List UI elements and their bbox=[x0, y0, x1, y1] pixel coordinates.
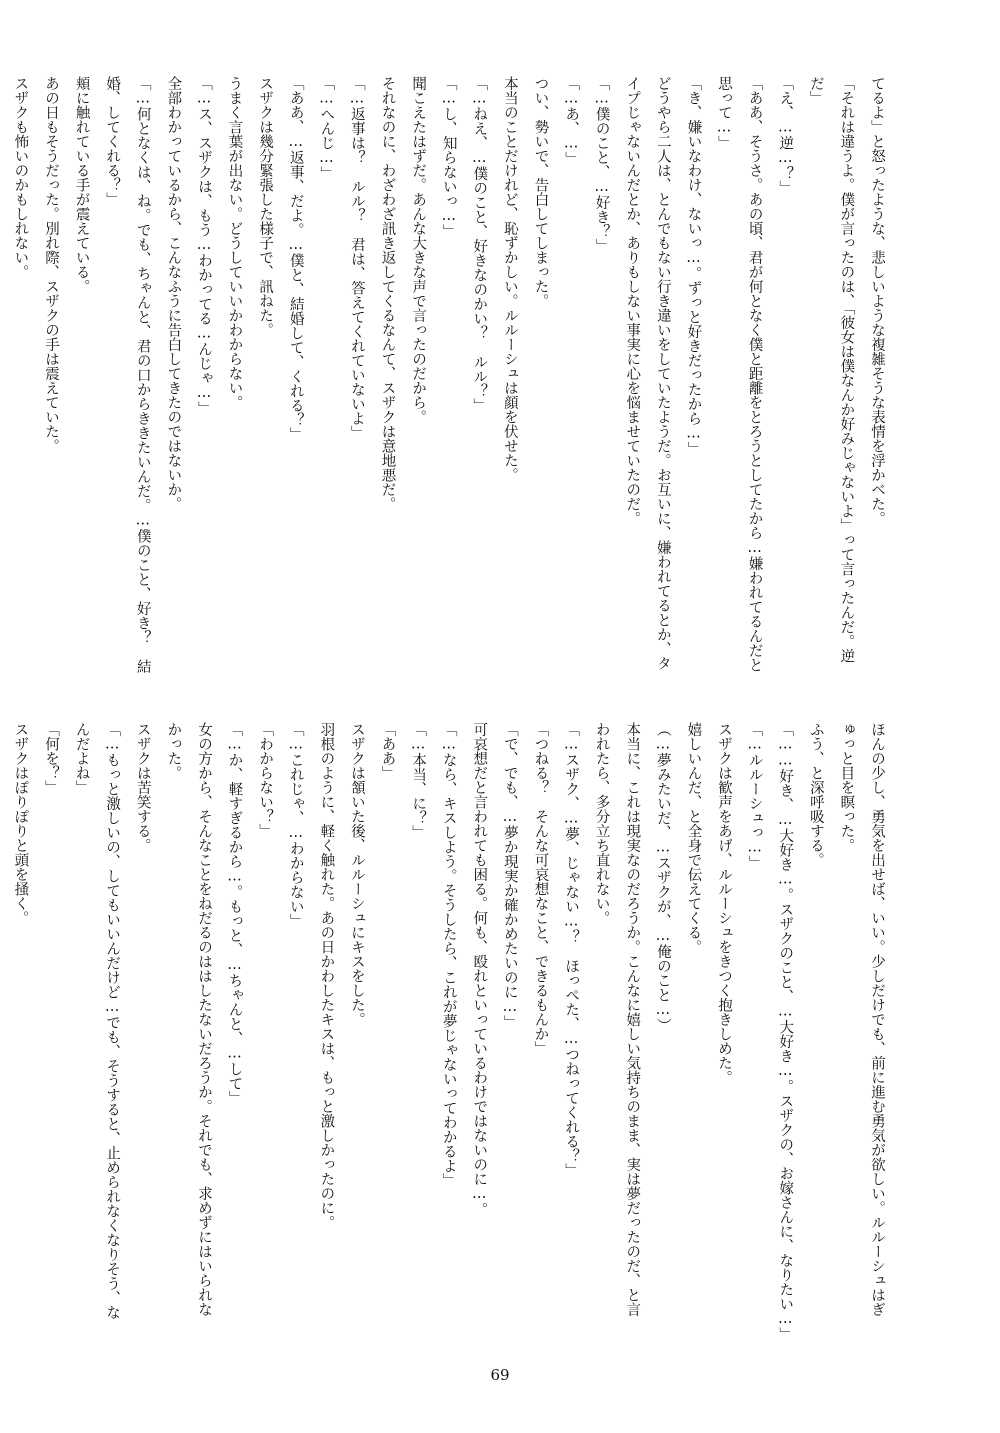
text-line: んだよね」 bbox=[73, 722, 90, 795]
text-line: ゅっと目を瞑った。 bbox=[838, 722, 855, 853]
text-line: スザクは幾分緊張した様子で、訊ねた。 bbox=[257, 76, 274, 337]
text-line: 「…ス、スザクは、もう…わかってる…んじゃ…」 bbox=[195, 76, 212, 416]
text-line: 「…僕のこと、…好き？」 bbox=[593, 76, 610, 253]
text-line: 頬に触れている手が震えている。 bbox=[73, 76, 90, 294]
text-line: 「…もっと激しいの、してもいいんだけど…でも、そうすると、止められなくなりそう、な bbox=[104, 722, 121, 1320]
text-line: かった。 bbox=[165, 722, 182, 780]
text-line: 「…本当、に？」 bbox=[410, 722, 427, 840]
text-line: 「ああ、そうさ。あの頃、君が何となく僕と距離をとろうとしてたから…嫌われてるんだと bbox=[746, 76, 763, 672]
text-line: 「ああ、…返事、だよ。…僕と、結婚して、くれる？」 bbox=[287, 76, 304, 442]
text-line: あの日もそうだった。別れ際、スザクの手は震えていた。 bbox=[42, 76, 59, 453]
text-line: 「…か、軽すぎるから…。もっと、…ちゃんと、…して」 bbox=[226, 722, 243, 1105]
text-line: 「それは違うよ。僕が言ったのは、「彼女は僕なんか好みじゃないよ」って言ったんだ。逆 bbox=[838, 76, 855, 664]
text-line: 「…なら、キスしよう。そうしたら、これが夢じゃないってわかるよ」 bbox=[440, 722, 457, 1188]
text-line: それなのに、わざわざ訊き返してくるなんて、スザクは意地悪だ。 bbox=[379, 76, 396, 511]
text-line: どうやら二人は、とんでもない行き違いをしていたようだ。お互いに、嫌われてるとか、タ bbox=[654, 76, 671, 671]
text-line: つい、勢いで、告白してしまった。 bbox=[532, 76, 549, 308]
text-line: われたら、多分立ち直れない。 bbox=[593, 722, 610, 925]
page-number: 69 bbox=[490, 1366, 510, 1384]
text-line: 「…ねえ、…僕のこと、好きなのかい？ ルル？」 bbox=[471, 76, 488, 413]
text-line: （…夢みたいだ、…スザクが、…俺のこと…） bbox=[654, 722, 671, 1033]
text-line: スザクは頷いた後、ルルーシュにキスをした。 bbox=[348, 722, 365, 1027]
text-line: 「つねる？ そんな可哀想なこと、できるもんか」 bbox=[532, 722, 549, 1056]
text-line: 「…スザク、…夢、じゃない…？ ほっぺた、…つねってくれる？」 bbox=[563, 722, 580, 1178]
text-line: スザクはぽりぽりと頭を掻く。 bbox=[12, 722, 29, 925]
text-line: 「わからない？」 bbox=[257, 722, 274, 838]
text-line: 婚、してくれる？」 bbox=[104, 76, 121, 207]
text-line: 「…あ、…」 bbox=[563, 76, 580, 166]
text-line: 「…し、知らないっ…」 bbox=[440, 76, 457, 239]
text-line: 「…へんじ…」 bbox=[318, 76, 335, 181]
text-line: うまく言葉が出ない。どうしていいかわからない。 bbox=[226, 76, 243, 410]
text-line: 羽根のように、軽く触れた。あの日かわしたキスは、もっと激しかったのに。 bbox=[318, 722, 335, 1230]
text-line: 嬉しいんだ、と全身で伝えてくる。 bbox=[685, 722, 702, 954]
text-line: 「え、…逆…？」 bbox=[777, 76, 794, 195]
text-line: 「…何となくは、ね。でも、ちゃんと、君の口からききたいんだ。…僕のこと、好き？ 結 bbox=[134, 76, 151, 674]
text-line: 本当に、これは現実なのだろうか。こんなに嬉しい気持ちのまま、実は夢だったのだ、と言 bbox=[624, 722, 641, 1317]
text-line: 「ああ」 bbox=[379, 722, 396, 780]
text-line: 可哀想だと言われても困る。何も、殴れといっているわけではないのに…。 bbox=[471, 722, 488, 1217]
lower-text-column bbox=[12, 722, 892, 1354]
text-line: 全部わかっているから、こんなふうに告白してきたのではないか。 bbox=[165, 76, 182, 511]
text-line: イプじゃないんだとか、ありもしない事実に心を悩ませていたのだ。 bbox=[624, 76, 641, 526]
upper-text-column bbox=[12, 76, 892, 704]
text-line: 「き、嫌いなわけ、ないっ…。ずっと好きだったから…」 bbox=[685, 76, 702, 456]
text-line: スザクも怖いのかもしれない。 bbox=[12, 76, 29, 279]
text-line: 「…ルルーシュっ…」 bbox=[746, 722, 763, 870]
text-line: 「で、でも、…夢か現実か確かめたいのに…」 bbox=[501, 722, 518, 1030]
text-line: スザクは苦笑する。 bbox=[134, 722, 151, 853]
text-line: スザクは歓声をあげ、ルルーシュをきつく抱きしめた。 bbox=[716, 722, 733, 1085]
text-line: ふう、と深呼吸する。 bbox=[807, 722, 824, 867]
text-line: 本当のことだけれど、恥ずかしい。ルルーシュは顔を伏せた。 bbox=[501, 76, 518, 482]
text-line: 「…返事は？ ルル？ 君は、答えてくれていないよ」 bbox=[348, 76, 365, 440]
text-line: 「何を？」 bbox=[42, 722, 59, 795]
text-line: だ」 bbox=[807, 76, 824, 105]
text-line: 女の方から、そんなことをねだるのははしたないだろうか。それでも、求めずにはいられな bbox=[195, 722, 212, 1317]
text-line: 聞こえたはずだ。あんな大きな声で言ったのだから。 bbox=[410, 76, 427, 424]
text-line: 思って…」 bbox=[716, 76, 733, 150]
text-line: 「……好き、…大好き…。スザクのこと、…大好き…。スザクの、お嫁さんに、なりたい…」 bbox=[777, 722, 794, 1342]
text-line: てるよ」と怒ったような、悲しいような複雑そうな表情を浮かべた。 bbox=[869, 76, 885, 526]
text-line: 「…これじゃ、…わからない」 bbox=[287, 722, 304, 928]
text-line: ほんの少し、勇気を出せば、いい。少しだけでも、前に進む勇気が欲しい。ルルーシュはぎ bbox=[869, 722, 885, 1317]
